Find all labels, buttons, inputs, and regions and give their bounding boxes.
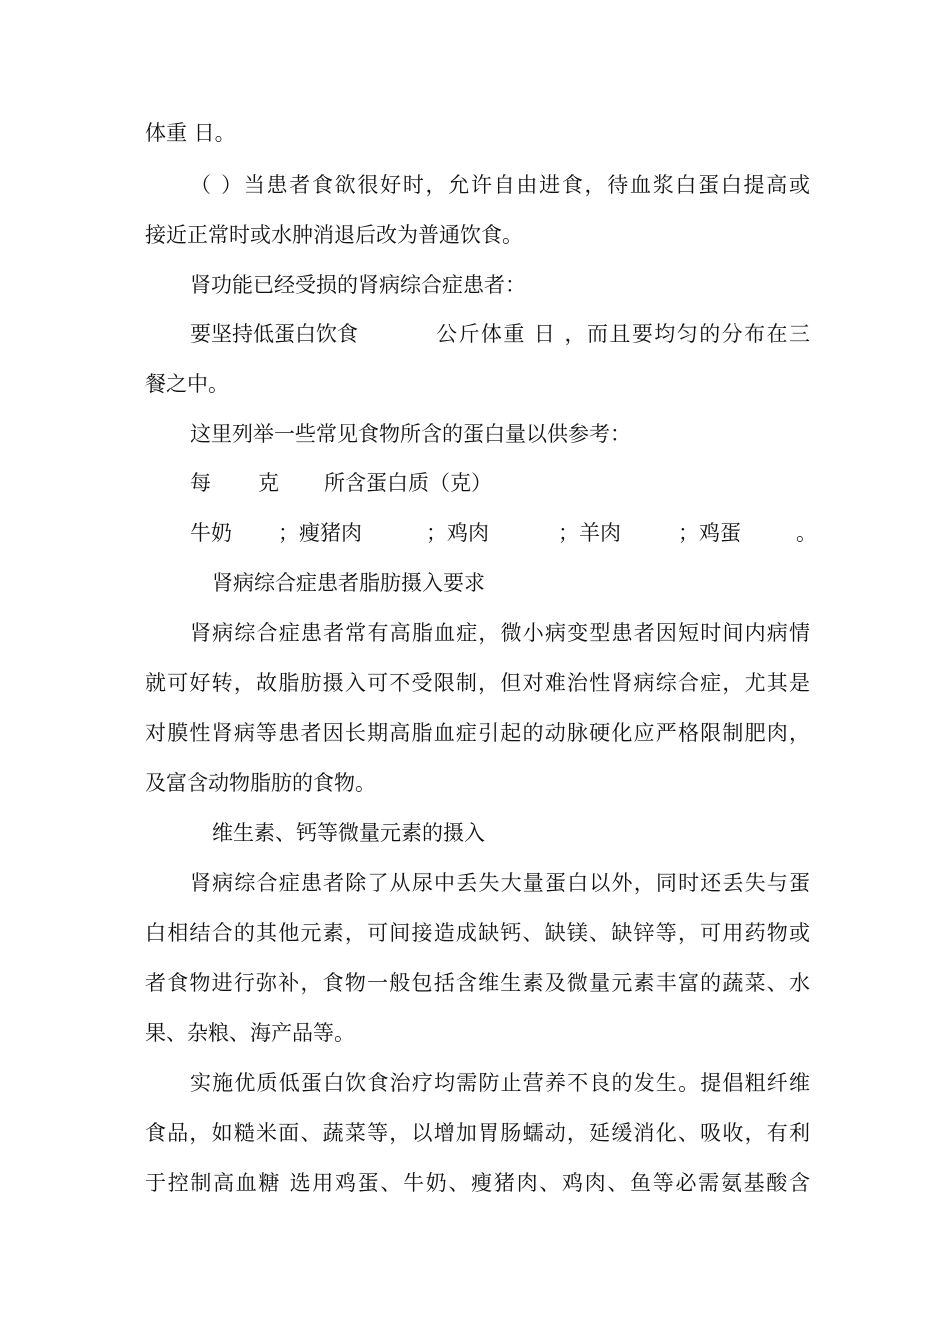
paragraph-line: 白相结合的其他元素，可间接造成缺钙、缺镁、缺锌等，可用药物或	[145, 921, 810, 945]
section-heading: 肾功能已经受损的肾病综合症患者：	[190, 273, 526, 297]
text-line: 接近正常时或水肿消退后改为普通饮食。	[145, 223, 523, 247]
food-chicken: ；鸡肉	[426, 521, 489, 545]
food-lean-pork: ；瘦猪肉	[278, 521, 362, 545]
paragraph-line: 肾病综合症患者常有高脂血症，微小病变型患者因短时间内病情	[190, 621, 810, 645]
paragraph-line: 果、杂粮、海产品等。	[145, 1021, 355, 1045]
section-heading: 维生素、钙等微量元素的摄入	[212, 821, 485, 845]
table-header-per: 每	[190, 471, 211, 495]
paragraph-line: 食品，如糙米面、蔬菜等，以增加胃肠蠕动，延缓消化、吸收，有利	[145, 1121, 810, 1145]
text-line: 体重 日。	[145, 121, 236, 145]
section-heading: 肾病综合症患者脂肪摄入要求	[212, 571, 485, 595]
paragraph-line: 就可好转，故脂肪摄入可不受限制，但对难治性肾病综合症，尤其是	[145, 671, 810, 695]
text-line: 这里列举一些常见食物所含的蛋白量以供参考：	[190, 422, 631, 446]
text-fragment: 要坚持低蛋白饮食	[190, 322, 358, 346]
paragraph-line: 于控制高血糖 选用鸡蛋、牛奶、瘦猪肉、鸡肉、鱼等必需氨基酸含	[145, 1171, 810, 1195]
table-header-protein: 所含蛋白质（克）	[324, 471, 492, 495]
food-milk: 牛奶	[190, 521, 232, 545]
food-mutton: ；羊肉	[558, 521, 621, 545]
food-egg: ；鸡蛋	[678, 521, 741, 545]
paragraph-line: 者食物进行弥补，食物一般包括含维生素及微量元素丰富的蔬菜、水	[145, 971, 810, 995]
paragraph-line: 对膜性肾病等患者因长期高脂血症引起的动脉硬化应严格限制肥肉，	[145, 721, 810, 745]
table-header-gram: 克	[258, 471, 279, 495]
paragraph-line: 肾病综合症患者除了从尿中丢失大量蛋白以外，同时还丢失与蛋	[190, 871, 810, 895]
paragraph-line: 及富含动物脂肪的食物。	[145, 771, 376, 795]
paragraph-line: 实施优质低蛋白饮食治疗均需防止营养不良的发生。提倡粗纤维	[190, 1071, 810, 1095]
line-end-period: 。	[796, 521, 817, 545]
text-line: 餐之中。	[145, 372, 229, 396]
text-fragment: 公斤体重 日 ，而且要均匀的分布在三	[436, 322, 810, 346]
paragraph-line: （ ）当患者食欲很好时，允许自由进食，待血浆白蛋白提高或	[190, 173, 810, 197]
